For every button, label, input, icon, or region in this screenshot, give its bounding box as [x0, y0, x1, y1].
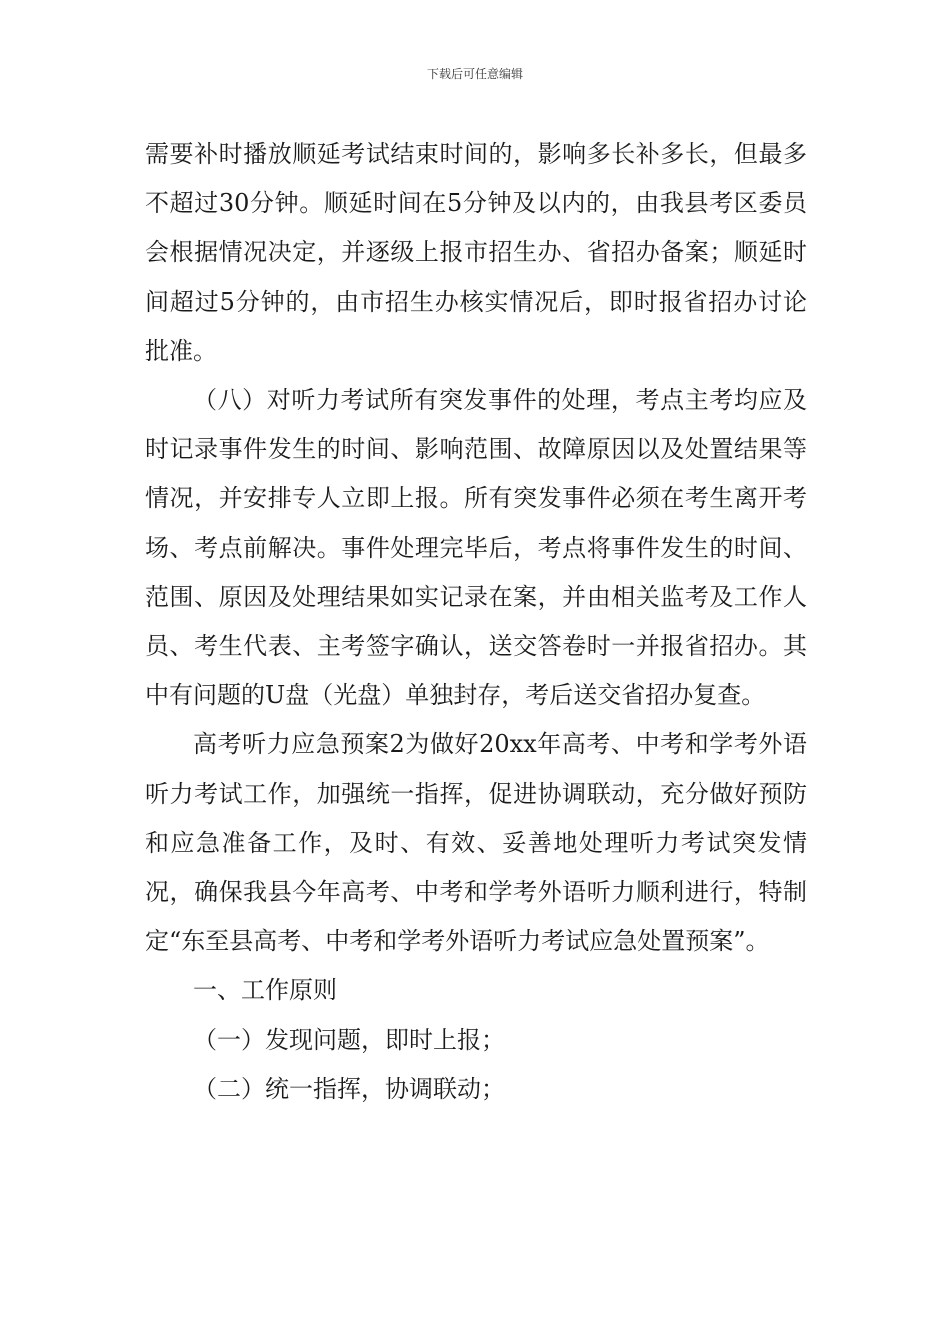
document-body — [145, 130, 807, 1114]
page-header: 下载后可任意编辑 — [426, 67, 523, 81]
paragraph-continuation: 需要补时播放顺延考试结束时间的，影响多长补多长，但最多不超过30分钟。顺延时间在5分钟及以内的，由我县考区委员会根据情况决定，并逐级上报市招生办、省招办备案；顺延时间超过5分钟的，由市招生办核实情况后，即时报省招办讨论批准。 — [145, 140, 807, 365]
principle-item-2: （二）统一指挥，协调联动； — [193, 1074, 505, 1103]
section-heading: 一、工作原则 — [193, 976, 337, 1005]
principle-item-1: （一）发现问题，即时上报； — [193, 1025, 505, 1054]
paragraph-plan-intro: 高考听力应急预案2为做好20xx年高考、中考和学考外语听力考试工作，加强统一指挥，促进协调联动，充分做好预防和应急准备工作，及时、有效、妥善地处理听力考试突发情况，确保我县今年高考、中考和学考外语听力顺利进行，特制定“东至县高考、中考和学考外语听力考试应急处置预案”。 — [145, 730, 807, 956]
paragraph-emergency-handling: （八）对听力考试所有突发事件的处理，考点主考均应及时记录事件发生的时间、影响范围、故障原因以及处置结果等情况，并安排专人立即上报。所有突发事件必须在考生离开考场、考点前解决。事件处理完毕后，考点将事件发生的时间、范围、原因及处理结果如实记录在案，并由相关监考及工作人员、考生代表、主考签字确认，送交答卷时一并报省招办。其中有问题的U盘（光盘）单独封存，考后送交省招办复查。 — [145, 386, 807, 710]
